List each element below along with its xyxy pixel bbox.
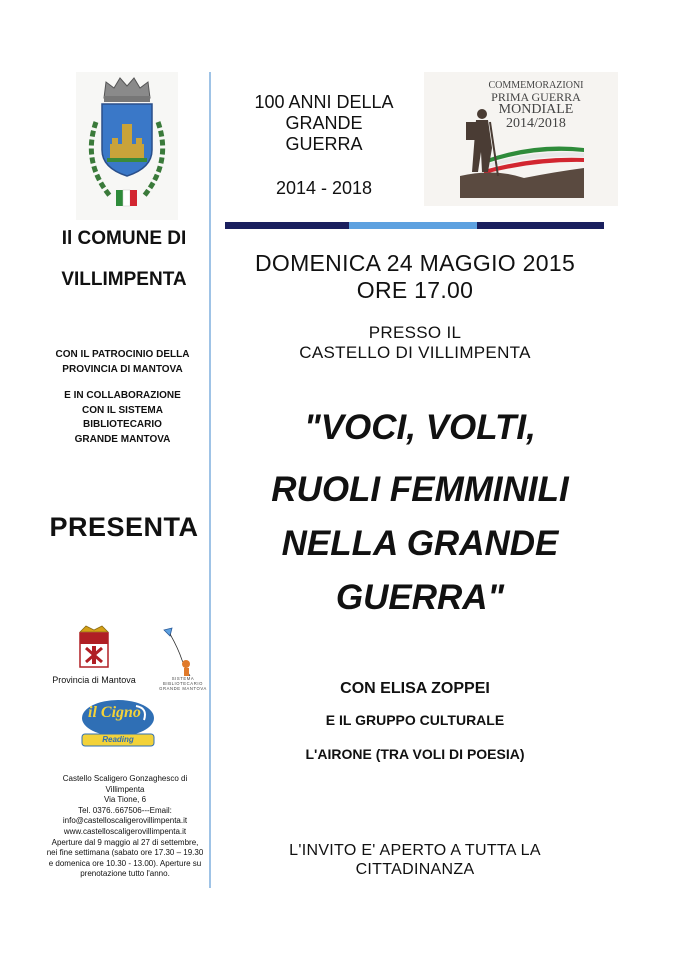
address-line: Villimpenta	[105, 784, 145, 794]
patrocinio-line1: CON IL PATROCINIO DELLA	[55, 349, 190, 360]
header-bar-left	[225, 222, 349, 229]
logo-line1: COMMEMORAZIONI	[488, 80, 584, 91]
header-bar-middle	[349, 222, 477, 229]
anni-line2: GRANDE	[285, 113, 363, 133]
address-line: Via Tione, 6	[103, 795, 147, 805]
address-line: www.castelloscaligerovillimpenta.it	[63, 826, 187, 836]
address-line: nei fine settimana (sabato ore 17.30 – 19.30	[46, 848, 204, 858]
presso-line2: CASTELLO DI VILLIMPENTA	[299, 343, 531, 362]
cigno-title: il Cigno	[88, 704, 141, 721]
sistema-label: SISTEMA BIBLIOTECARIO GRANDE MANTOVA	[159, 676, 207, 691]
cigno-logo	[80, 698, 160, 748]
invito-line1: L'INVITO E' APERTO A TUTTA LA	[289, 842, 541, 859]
collaborazione-text	[30, 389, 215, 447]
patrocinio-line2: PROVINCIA DI MANTOVA	[62, 363, 183, 375]
logo-line3: MONDIALE	[498, 102, 574, 117]
address-line: Aperture dal 9 maggio al 27 di settembre,	[51, 837, 199, 847]
header-bar-right	[477, 222, 604, 229]
collab-line4: GRANDE MANTOVA	[74, 433, 171, 445]
event-venue	[222, 323, 608, 363]
date-line1: DOMENICA 24 MAGGIO 2015	[254, 250, 576, 276]
collab-line3: BIBLIOTECARIO	[83, 419, 162, 430]
logo-line4: 2014/2018	[506, 116, 566, 131]
comune-line1: Il COMUNE DI	[61, 228, 187, 249]
provincia-label: Provincia di Mantova	[52, 675, 136, 685]
cigno-subtitle: Reading	[102, 735, 134, 744]
collab-line2: CON IL SISTEMA	[82, 404, 163, 416]
centenary-heading	[222, 92, 426, 155]
event-title-line4: GUERRA"	[335, 578, 505, 617]
address-line: Castello Scaligero Gonzaghesco di	[62, 774, 188, 783]
municipal-crest-icon	[76, 72, 178, 220]
performer-line1: CON ELISA ZOPPEI	[340, 680, 490, 697]
collab-line1: E IN COLLABORAZIONE	[64, 390, 181, 401]
event-title-line2: RUOLI FEMMINILI	[271, 470, 569, 509]
performer-line2: E IL GRUPPO CULTURALE	[325, 712, 505, 728]
address-line: info@castelloscaligerovillimpenta.it	[62, 816, 188, 826]
anni-line3: GUERRA	[285, 134, 363, 154]
anni-line1: 100 ANNI DELLA	[254, 92, 394, 112]
event-title-line3: NELLA GRANDE	[281, 524, 559, 563]
address-line: e domenica ore 10.30 - 13.00). Aperture su	[48, 858, 202, 868]
presso-line1: PRESSO IL	[368, 323, 462, 342]
logo-caption	[488, 80, 584, 131]
presenta-heading: PRESENTA	[49, 512, 199, 542]
event-date	[222, 250, 608, 304]
address-line: Tel. 0376..667506---Email:	[78, 805, 172, 815]
comune-line2: VILLIMPENTA	[61, 269, 187, 290]
invito-line2: CITTADINANZA	[355, 861, 475, 878]
patrocinio-text	[30, 348, 215, 377]
address-line: prenotazione tutto l'anno.	[80, 869, 170, 879]
event-title-line1: "VOCI, VOLTI,	[304, 408, 536, 447]
provincia-crest-icon	[74, 624, 114, 672]
invitation-text	[222, 841, 608, 879]
years-range: 2014 - 2018	[275, 178, 373, 198]
logo-line2: PRIMA GUERRA	[491, 90, 581, 104]
performer-line3: L'AIRONE (TRA VOLI DI POESIA)	[305, 746, 525, 762]
date-line2: ORE 17.00	[356, 277, 474, 303]
commemoration-logo	[424, 72, 618, 206]
address-block	[40, 774, 210, 880]
